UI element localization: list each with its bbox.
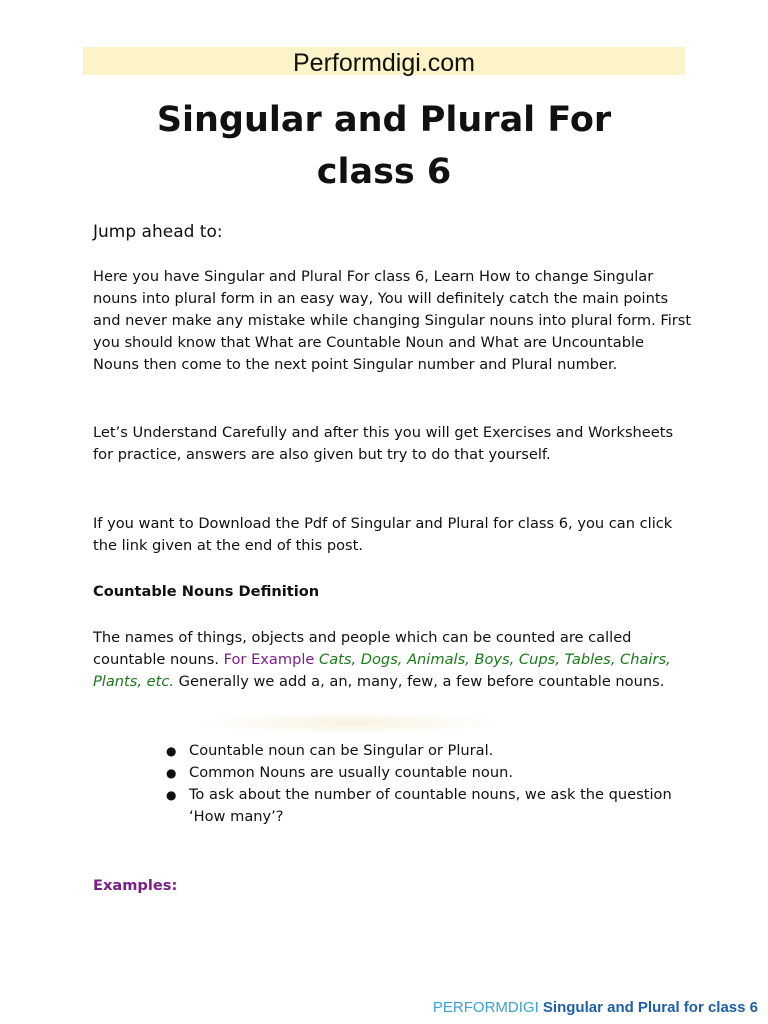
- understand-paragraph: Let’s Understand Carefully and after this you will get Exercises and Worksheets for practice, answers are also given but try to do that yourself.: [93, 424, 674, 463]
- examples-heading: Examples:: [93, 877, 178, 894]
- jump-ahead-label: Jump ahead to:: [93, 222, 223, 242]
- bullet-icon: ●: [166, 744, 177, 758]
- list-item: ● Countable noun can be Singular or Plural.: [166, 740, 686, 762]
- page-footer: [433, 998, 758, 1018]
- countable-nouns-heading: Countable Nouns Definition: [93, 583, 320, 600]
- title-line-1: Singular and Plural For: [156, 100, 612, 140]
- decorative-glow: [190, 712, 510, 734]
- site-name: Performdigi.com: [293, 49, 475, 77]
- intro-paragraph: Here you have Singular and Plural For class 6, Learn How to change Singular nouns into plural form in an easy way, You will definitely catch the main points and never make any mistake while changing Singular nouns into plural form. First you should know that What are Countable Noun and What are Uncountable Nouns then come to the next point Singular number and Plural number.: [93, 268, 692, 373]
- definition-end: Generally we add a, an, many, few, a few before countable nouns.: [174, 673, 665, 690]
- list-item: ● Common Nouns are usually countable noun.: [166, 762, 686, 784]
- footer-title: Singular and Plural for class 6: [542, 999, 758, 1016]
- footer-brand: PERFORMDIGI: [432, 999, 539, 1016]
- title-line-2: class 6: [316, 152, 452, 192]
- countable-bullet-list: [166, 740, 686, 828]
- site-banner: [83, 47, 685, 75]
- download-paragraph: If you want to Download the Pdf of Singular and Plural for class 6, you can click the link given at the end of this post.: [93, 515, 673, 554]
- countable-definition: [93, 627, 693, 693]
- for-example-label: For Example: [223, 651, 315, 668]
- page-title: [60, 94, 708, 198]
- definition-start: The names of things, objects and people which can be counted are called countable nouns.: [93, 629, 632, 668]
- bullet-icon: ●: [166, 788, 177, 802]
- bullet-icon: ●: [166, 766, 177, 780]
- list-item: ● To ask about the number of countable nouns, we ask the question ‘How many’?: [166, 786, 672, 825]
- example-list: Cats, Dogs, Animals, Boys, Cups, Tables, Chairs, Plants, etc.: [93, 651, 671, 690]
